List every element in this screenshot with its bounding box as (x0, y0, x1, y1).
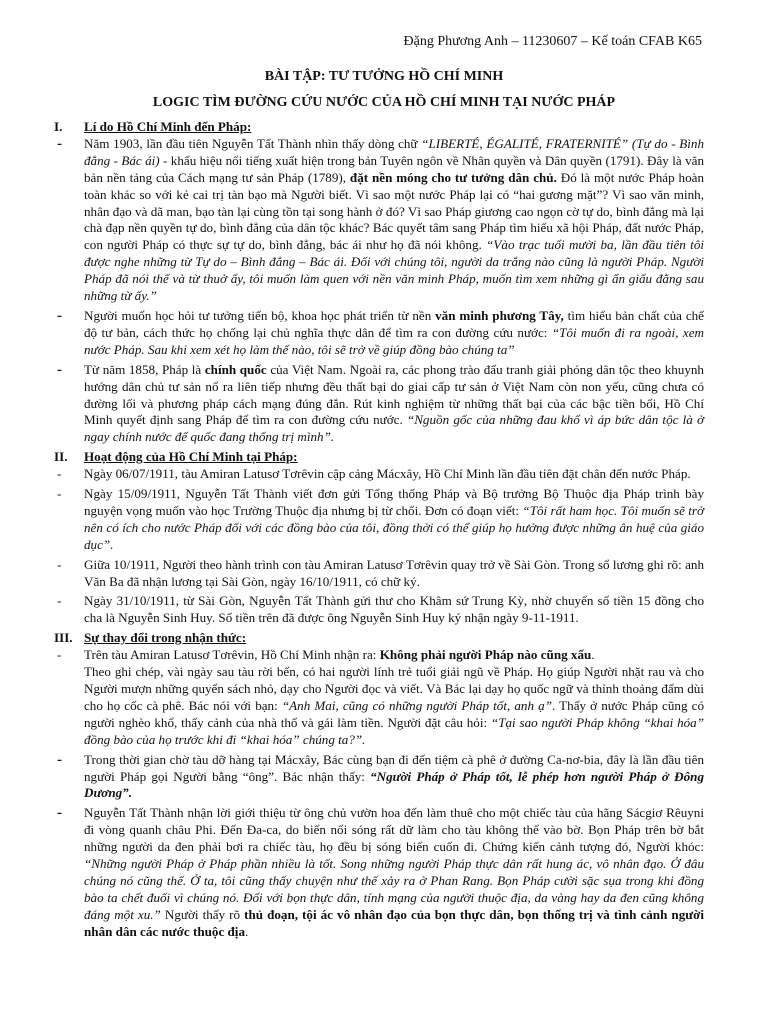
list-marker: - (57, 751, 62, 768)
list-marker: - (57, 307, 62, 324)
text-run: của Việt Nam. Ngoài ra, các phong trào đấu tranh giải phóng dân tộc theo khuynh hướng dân chủ tư sản nổ ra liên tiếp nhưng đều thất bại do giai cấp tư sản ở Việt Nam còn non yếu, cũng chưa có đường lối và phương pháp cách mạng đúng đắn. Rút kinh nghiệm từ những thất bại của các bậc tiền bối, Hồ Chí Minh quyết định sang Pháp để tìm ra con đường cứu nước. (84, 361, 704, 428)
quote-text: “Anh Mai, cũng có những người Pháp tốt, anh ạ” (281, 697, 552, 713)
quote-text: “Tôi muốn đi ra ngoài, xem nước Pháp. Sau khi xem xét họ làm thế nào, tôi sẽ trở về giúp đồng bào chúng ta” (84, 324, 705, 357)
list-marker: - (57, 805, 62, 822)
quote-text: “Những người Pháp ở Pháp phần nhiều là tốt. Song những người Pháp thực dân rất hung ác, vô nhân đạo. Ở đâu chúng nó cũng thế. Ở ta, tôi cũng thấy chuyện như thế xảy ra ở Phan Rang. Bọn Pháp cười sặc sụa trong khi đồng bào ta chết đuối vì chúng nó. Đối với bọn thực dân, tính mạng của người thuộc địa, da vàng hay da đen cũng không đáng một xu.” (84, 856, 704, 922)
document-body (54, 119, 704, 944)
document-subtitle: LOGIC TÌM ĐƯỜNG CỨU NƯỚC CỦA HỒ CHÍ MINH TẠI NƯỚC PHÁP (152, 95, 616, 110)
list-marker: - (57, 593, 62, 609)
paragraph (84, 752, 704, 803)
text-run: . Thấy ở nước Pháp cũng có người nghèo khổ, thấy cảnh của nhà thổ và gái làm tiền. Người đặt câu hỏi: (84, 697, 704, 730)
section-title: Lí do Hồ Chí Minh đến Pháp: (84, 119, 252, 134)
text-run: - khẩu hiệu nổi tiếng xuất hiện trong bản Tuyên ngôn về Nhân quyền và Dân quyền (1791). Đây là văn bản nền tảng của Cách mạng tư sản Pháp (1789), (84, 152, 704, 185)
paragraph (84, 593, 704, 627)
section-number: III. (54, 630, 73, 646)
paragraph (84, 362, 704, 447)
author-line: Đặng Phương Anh – 11230607 – Kế toán CFAB K65 (403, 34, 702, 49)
text-run: Ngày 15/09/1911, Nguyễn Tất Thành viết đơn gửi Tổng thống Pháp và Bộ trưởng Bộ Thuộc địa Pháp trình bày nguyện vọng muốn vào học Trường Thuộc địa nhưng bị từ chối. Đơn có đoạn viết: (84, 486, 704, 518)
section-title: Hoạt động của Hồ Chí Minh tại Pháp: (84, 449, 298, 465)
section-heading (54, 630, 704, 647)
text-run: Giữa 10/1911, Người theo hành trình con tàu Amiran Latusơ Tơrêvin quay trở về Sài Gòn. Trong sổ lương ghi rõ: anh Văn Ba đã nhận lương tại Sài Gòn, ngày 16/10/1911, có chữ ký. (84, 556, 704, 589)
text-run: Người thấy rõ (160, 906, 245, 922)
list-item (54, 593, 704, 627)
text-run: Theo ghi chép, vài ngày sau tàu rời bến, có hai người lính trẻ tuổi giải ngũ về Pháp. Họ giúp Người nhặt rau và cho Người mượn những quyển sách nhỏ, dạy cho Người đọc và viết. Và Bác lại dạy họ quốc ngữ và thỉnh thoảng đấm dùi cho họ cốc cà phê. Bác nói với bạn: (84, 664, 704, 713)
text-run: Trong thời gian chờ tàu dỡ hàng tại Mácxây, Bác cùng bạn đi đến tiệm cà phê ở đường Ca-nơ-bia, đây là lần đầu tiên người Pháp gọi Người bằng “ông”. Bác nhận thấy: (84, 751, 704, 784)
paragraph (84, 486, 704, 554)
paragraph (84, 805, 704, 940)
section-number: II. (54, 449, 68, 465)
paragraph (84, 308, 704, 359)
section-title: Sự thay đổi trong nhận thức: (84, 630, 247, 646)
list-marker: - (57, 361, 62, 378)
quote-text: “Vào trạc tuổi mười ba, lần đầu tiên tôi được nghe những từ Tự do – Bình đẳng – Bác ái. Đối với chúng tôi, người da trắng nào cũng là người Pháp. Người Pháp đã nói thế và từ thuở ấy, tôi muốn làm quen với nền văn minh Pháp, muốn tìm xem những gì ẩn giấu đằng sau những từ ấy.” (84, 237, 704, 304)
section-heading (54, 449, 704, 466)
list-item (54, 557, 704, 591)
text-run: Từ năm 1858, Pháp là (84, 361, 205, 377)
section-heading (54, 119, 704, 136)
text-run: Ngày 06/07/1911, tàu Amiran Latusơ Tơrêvin cập cảng Mácxây, Hồ Chí Minh lần đầu tiên đặt chân đến nước Pháp. (84, 466, 691, 482)
paragraph (84, 557, 704, 591)
document-title: BÀI TẬP: TƯ TƯỞNG HỒ CHÍ MINH (264, 69, 504, 84)
list-item (54, 647, 704, 748)
list-marker: - (57, 486, 62, 502)
text-run: Đó là một nước Pháp hoàn toàn khác so với kẻ cai trị tàn bạo mà Người biết. Vì sao một nước Pháp lại có “hai gương mặt”? Vì sao văn minh, nhân đạo và dã man, bạo tàn lại cùng tồn tại song hành ở đó? Vì sao Pháp giương cao ngọn cờ tự do, bình đẳng mà lại chà đạp nền quyền tự do, bình đẳng của dân tộc khác? Bác quyết tâm sang Pháp tìm hiểu xã hội Pháp, đất nước Pháp, con người Pháp có thực sự tự do, bình đẳng, bác ái như họ đã nói không. (84, 169, 704, 253)
paragraph (84, 647, 704, 664)
bold-text: thủ đoạn, tội ác vô nhân đạo của bọn thực dân, bọn thống trị và tình cảnh người nhân dân các nước thuộc địa (84, 906, 704, 939)
text-run: . (591, 647, 595, 663)
list-marker: - (57, 135, 62, 152)
bold-text: Không phải người Pháp nào cũng xấu (379, 647, 592, 663)
paragraph (84, 466, 704, 483)
quote-text: “LIBERTÉ, ÉGALITÉ, FRATERNITÉ” (Tự do - Bình đẳng - Bác ái) (84, 135, 704, 168)
text-run: . (245, 923, 249, 939)
list-marker: - (57, 556, 62, 572)
bold-text: đặt nền móng cho tư tưởng dân chủ. (349, 169, 557, 185)
text-run: Trên tàu Amiran Latusơ Tơrêvin, Hồ Chí Minh nhận ra: (84, 647, 380, 663)
bold-text: “Người Pháp ở Pháp tốt, lễ phép hơn người Pháp ở Đông Dương”. (84, 768, 704, 801)
bold-text: chính quốc (204, 361, 267, 377)
list-item (54, 805, 704, 940)
text-run: tìm hiểu bản chất của chế độ tư bản, cách thức họ chống lại chủ nghĩa thực dân để tìm ra con đường cứu nước: (84, 307, 704, 340)
bold-text: văn minh phương Tây, (435, 307, 564, 323)
text-run: Ngày 31/10/1911, từ Sài Gòn, Nguyễn Tất Thành gửi thư cho Khâm sứ Trung Kỳ, nhờ chuyển số tiền 15 đồng cho cha là Nguyễn Sinh Huy. Số tiền trên đã được ông Nguyễn Sinh Huy ký nhận ngày 9-11-1911. (84, 593, 704, 626)
quote-text: “Nguồn gốc của những đau khổ vì áp bức dân tộc là ở ngay chính nước đế quốc đang thống trị mình”. (84, 412, 704, 445)
paragraph (84, 136, 704, 305)
quote-text: “Tại sao người Pháp không “khai hóa” đồng bào của họ trước khi đi “khai hóa” chúng ta?”. (84, 714, 705, 747)
list-item (54, 466, 704, 483)
paragraph (84, 664, 704, 749)
list-marker: - (57, 647, 62, 663)
list-item (54, 136, 704, 305)
text-run: Người muốn học hỏi tư tưởng tiến bộ, khoa học phát triển từ nền (84, 307, 436, 323)
list-marker: - (57, 466, 62, 482)
section-number: I. (54, 119, 63, 134)
list-item (54, 752, 704, 803)
quote-text: “Tôi rất ham học. Tôi muốn sẽ trở nên có ích cho nước Pháp đối với các đồng bào của tôi, đồng thời có thể giúp họ hưởng được những ân huệ của giáo dục”. (84, 502, 704, 552)
text-run: Nguyễn Tất Thành nhận lời giới thiệu từ ông chủ vườn hoa đến làm thuê cho một chiếc tàu của hãng Sácgiơ Rêuyni đi vòng quanh châu Phi. Đến Đa-ca, do biển nổi sóng rất dữ làm cho tàu không thể vào bờ. Bọn Pháp trên bờ bắt những người da đen phải bơi ra chiếc tàu, họ đều bị sóng biển cuốn đi. Chứng kiến cảnh tượng đó, Người khóc: (84, 805, 704, 855)
list-item (54, 308, 704, 359)
text-run: Năm 1903, lần đầu tiên Nguyễn Tất Thành nhìn thấy dòng chữ (84, 135, 422, 151)
list-item (54, 362, 704, 447)
list-item (54, 486, 704, 554)
